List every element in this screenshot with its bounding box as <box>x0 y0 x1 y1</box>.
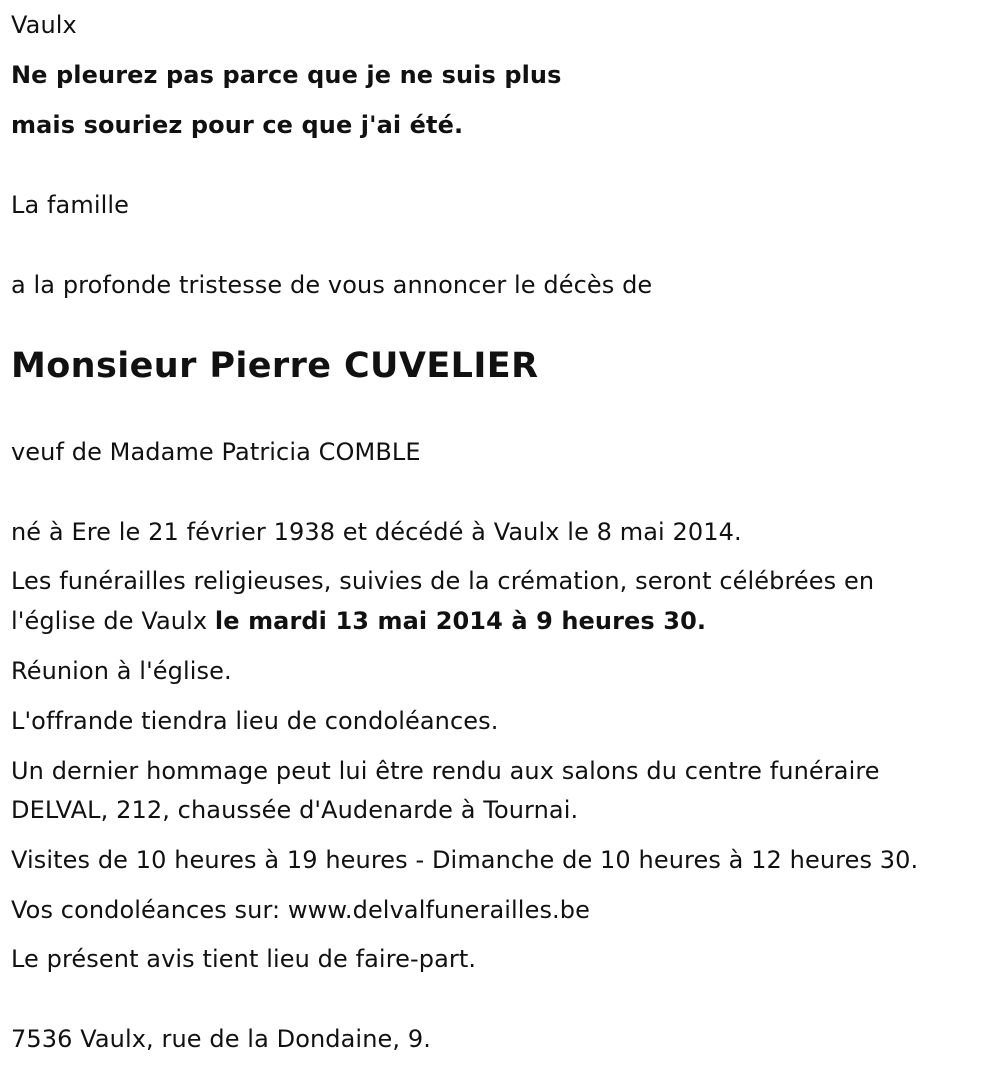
meeting-line: Réunion à l'église. <box>11 657 232 685</box>
funeral-date-time: le mardi 13 mai 2014 à 9 heures 30. <box>214 607 707 635</box>
deceased-name: Monsieur Pierre CUVELIER <box>11 346 539 386</box>
funeral-line-2 <box>11 606 706 636</box>
visits-line: Visites de 10 heures à 19 heures - Dimanche de 10 heures à 12 heures 30. <box>11 846 919 874</box>
funeral-line-1: Les funérailles religieuses, suivies de la crémation, seront célébrées en <box>11 567 875 595</box>
announcement-line: a la profonde tristesse de vous annoncer le décès de <box>11 271 653 299</box>
offering-line: L'offrande tiendra lieu de condoléances. <box>11 707 499 735</box>
quote-line-2: mais souriez pour ce que j'ai été. <box>11 111 464 139</box>
funeral-location: l'église de Vaulx <box>11 607 215 635</box>
widow-of-line: veuf de Madame Patricia COMBLE <box>11 438 421 466</box>
tribute-line-1: Un dernier hommage peut lui être rendu aux salons du centre funéraire <box>11 757 880 785</box>
condolences-line: Vos condoléances sur: www.delvalfunerailles.be <box>11 896 590 924</box>
address-line: 7536 Vaulx, rue de la Dondaine, 9. <box>11 1025 431 1053</box>
tribute-line-2: DELVAL, 212, chaussée d'Audenarde à Tournai. <box>11 796 579 824</box>
family-line: La famille <box>11 191 130 219</box>
place-heading: Vaulx <box>11 11 77 39</box>
official-notice-line: Le présent avis tient lieu de faire-part. <box>11 945 477 973</box>
quote-line-1: Ne pleurez pas parce que je ne suis plus <box>11 61 562 89</box>
birth-death-line: né à Ere le 21 février 1938 et décédé à Vaulx le 8 mai 2014. <box>11 518 742 546</box>
